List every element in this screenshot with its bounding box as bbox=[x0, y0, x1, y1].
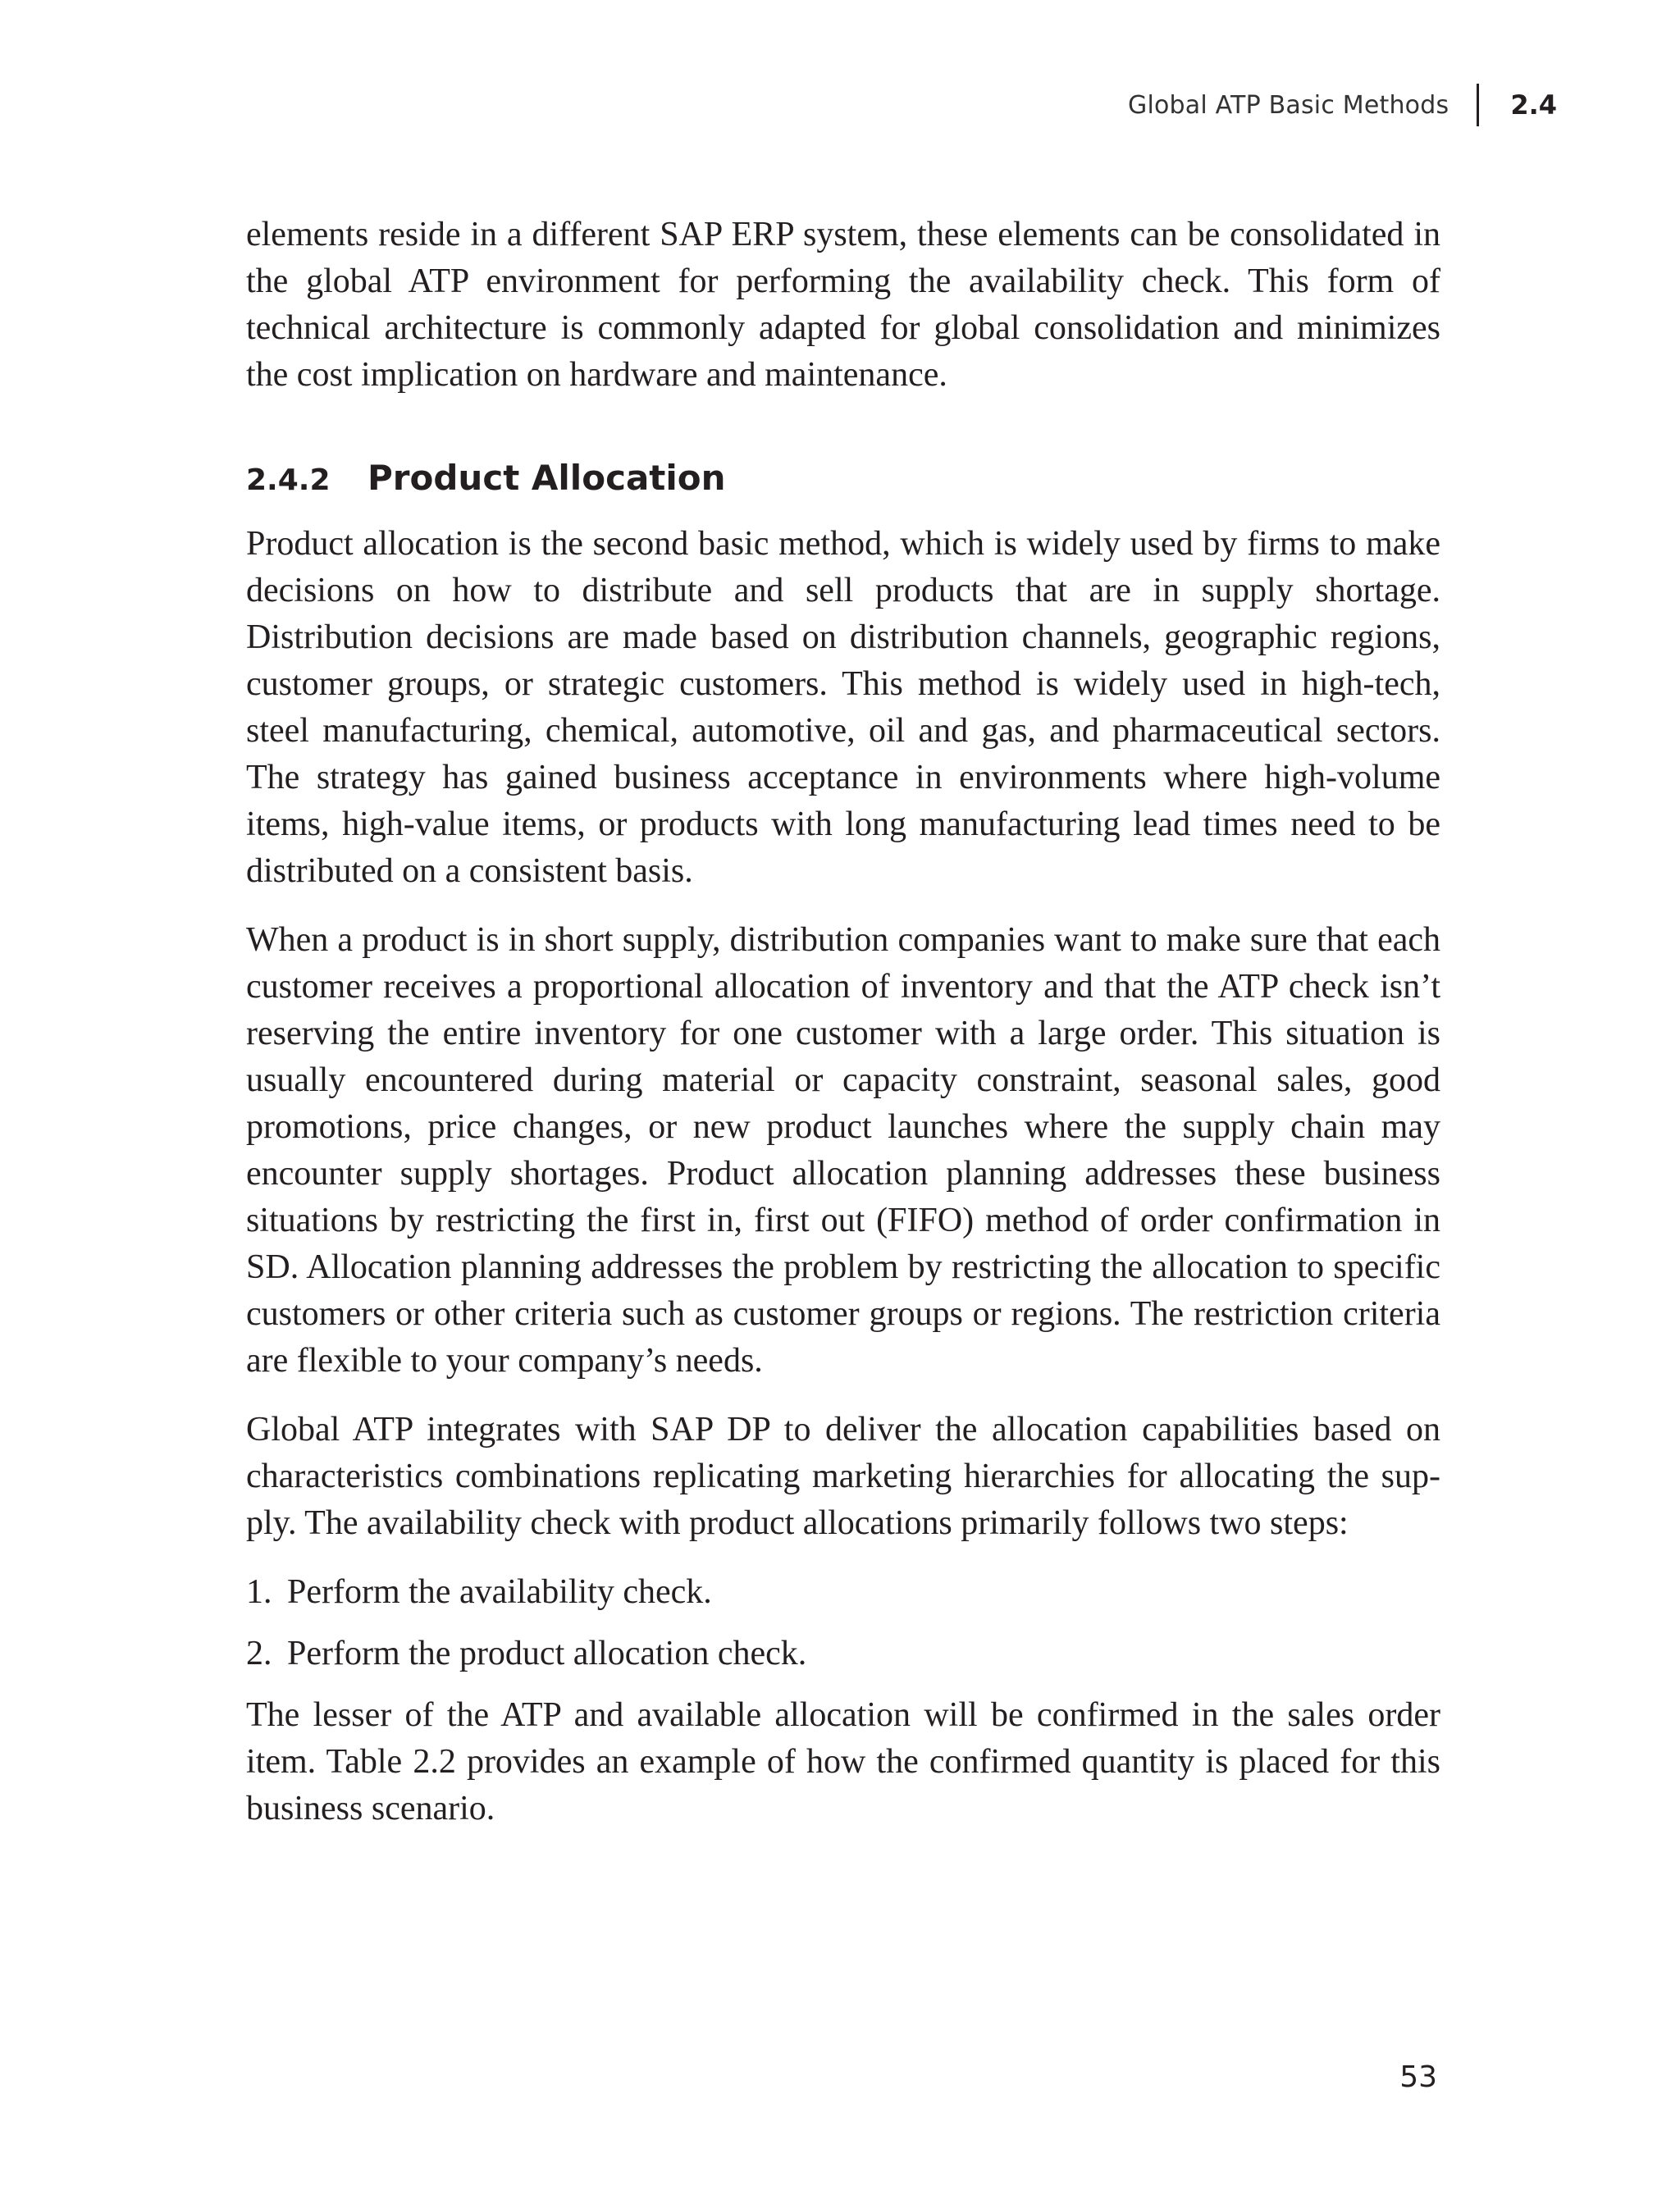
list-item bbox=[246, 1631, 1440, 1677]
running-header bbox=[1128, 82, 1557, 128]
list-item-number: 1. bbox=[246, 1573, 272, 1611]
page-number: 53 bbox=[1399, 2060, 1437, 2094]
section-title: Product Allocation bbox=[368, 458, 726, 498]
running-header-section: 2.4 bbox=[1510, 89, 1557, 121]
body-paragraph: Global ATP integrates with SAP DP to deliver the allocation capabilities based on characteristics combinations replicating marketing hierarchies for allocating the supply. The availability check with product allocations primarily follows two steps: bbox=[246, 1411, 1440, 1542]
list-item-text: Perform the product allocation check. bbox=[287, 1635, 807, 1672]
closing-paragraph: The lesser of the ATP and available allocation will be confirmed in the sales order item. Table 2.2 provides an example of how the confirmed quantity is placed for this business scenario. bbox=[246, 1696, 1440, 1827]
section-heading bbox=[246, 449, 1440, 510]
steps-list bbox=[246, 1569, 1440, 1677]
body-paragraph: Product allocation is the second basic method, which is widely used by firms to make decisions on how to distribute and sell products that are in supply shortage. Distribution decisions are made based on distribution channels, geographic regions, customer groups, or strategic customers. This method is widely used in high-tech, steel manufacturing, chemical, automotive, oil and gas, and pharmaceutical sectors. The strategy has gained business acceptance in environments where high-volume items, high-value items, or products with long manufacturing lead times need to be distributed on a consistent basis. bbox=[246, 525, 1440, 890]
list-item-number: 2. bbox=[246, 1635, 272, 1672]
page-body bbox=[246, 212, 1440, 1855]
header-divider bbox=[1477, 84, 1479, 126]
body-paragraph: When a product is in short supply, distribution companies want to make sure that each customer receives a proportional allocation of inventory and that the ATP check isn’t reserving the entire inventory for one customer with a large order. This situation is usually encountered during material or capacity constraint, seasonal sales, good promotions, price changes, or new product launches where the supply chain may encounter supply shortages. Product allocation planning addresses these business situations by restricting the first in, first out (FIFO) method of order confirmation in SD. Allocation planning addresses the problem by restricting the allocation to specific customers or other criteria such as customer groups or regions. The restriction criteria are flexible to your company’s needs. bbox=[246, 921, 1440, 1380]
intro-paragraph: elements reside in a different SAP ERP system, these elements can be consolidated in the global ATP environment for performing the availability check. This form of technical architecture is commonly adapted for global consolidation and minimizes the cost implication on hardware and maintenance. bbox=[246, 216, 1440, 394]
section-number: 2.4.2 bbox=[246, 463, 331, 497]
running-header-title: Global ATP Basic Methods bbox=[1128, 90, 1449, 120]
list-item bbox=[246, 1569, 1440, 1616]
list-item-text: Perform the availability check. bbox=[287, 1573, 712, 1611]
